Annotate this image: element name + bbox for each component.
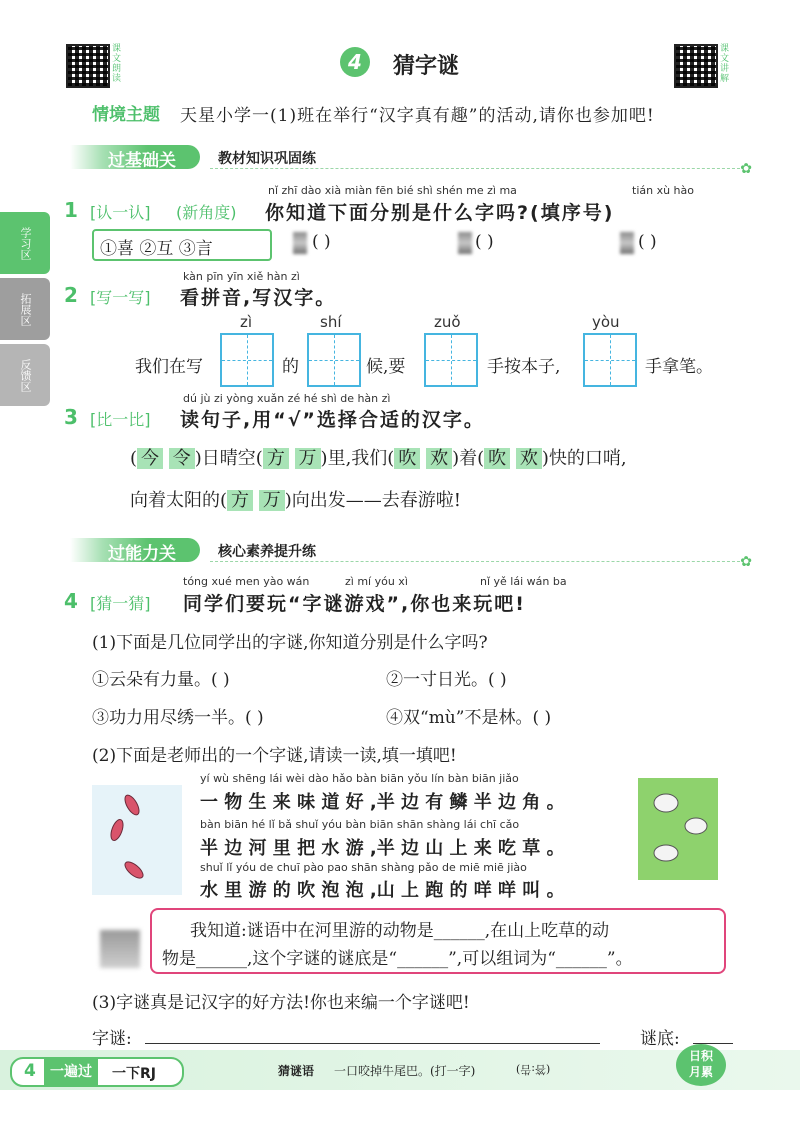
section-banner-basic: [70, 145, 752, 177]
daily-badge: [676, 1044, 726, 1086]
q3-pinyin: dú jù zi yòng xuǎn zé hé shì de hàn zì: [183, 392, 391, 405]
poem-line-2: 半 边 河 里 把 水 游 ,半 边 山 上 来 吃 草 。: [200, 838, 565, 859]
badge-line-2: 月累: [688, 1065, 713, 1079]
page-number: 4: [24, 1061, 36, 1081]
side-tab-expand[interactable]: [0, 278, 50, 340]
brand-name: 一遍过: [44, 1059, 98, 1085]
footer-answer-flipped: (答:告): [516, 1063, 551, 1076]
pinyin-zi: zì: [240, 313, 253, 331]
tianzige-box-4[interactable]: [583, 333, 637, 387]
section-title: 过能力关: [108, 544, 176, 564]
q1-pinyin: nǐ zhī dào xià miàn fēn bié shì shén me zì ma: [268, 184, 517, 197]
section-banner-ability: [70, 538, 752, 570]
q2-question: 看拼音,写汉字。: [180, 287, 337, 309]
q4-pinyin-3: nǐ yě lái wán ba: [480, 575, 567, 588]
q1-pinyin-2: tián xù hào: [632, 184, 694, 197]
side-tab-study[interactable]: [0, 212, 50, 274]
choice-fang-2[interactable]: 方: [227, 490, 253, 511]
blurred-character-3: [620, 232, 634, 254]
badge-line-1: 日积: [688, 1049, 713, 1063]
choice-huan-2[interactable]: 欢: [516, 448, 542, 469]
scenario-text: 天星小学一(1)班在举行“汉字真有趣”的活动,请你也参加吧!: [180, 106, 655, 126]
q2-sentence-1: 我们在写: [135, 357, 203, 377]
tianzige-box-3[interactable]: [424, 333, 478, 387]
footer-brand: [10, 1057, 184, 1087]
q3-tag: [比一比]: [90, 410, 151, 429]
q4-pinyin-1: tóng xué men yào wán: [183, 575, 310, 588]
q1-blank-3[interactable]: ( ): [638, 232, 657, 252]
sheep-illustration: [638, 778, 718, 880]
q3-line-1: [130, 444, 627, 470]
poem-pinyin-3: shuǐ lǐ yóu de chuī pào pao shān shàng pǎo de miē miē jiào: [200, 861, 527, 874]
footer: [0, 1050, 800, 1090]
qr-right-caption: 课文讲解: [720, 44, 730, 84]
avatar: [100, 930, 140, 968]
q1-blank-2[interactable]: ( ): [475, 232, 494, 252]
text: )着(: [452, 448, 485, 469]
star-icon: ✿: [740, 161, 752, 177]
footer-riddle-label: 猜谜语: [278, 1064, 315, 1078]
section-subtitle: 核心素养提升练: [218, 544, 316, 560]
star-icon: ✿: [740, 554, 752, 570]
q4-pinyin-2: zì mí yóu xì: [345, 575, 408, 588]
q2-number: 2: [64, 283, 78, 307]
q1-tag: [认一认]: [90, 203, 151, 222]
text: (: [130, 448, 138, 469]
choice-huan[interactable]: 欢: [426, 448, 452, 469]
qr-code-right: [674, 44, 718, 88]
bubble-line-2[interactable]: 物是______,这个字谜的谜底是“______”,可以组词为“______”。: [162, 949, 633, 969]
lesson-title: 猜字谜: [393, 54, 460, 79]
q4-question: 同学们要玩“字谜游戏”,你也来玩吧!: [183, 593, 526, 615]
text: )里,我们(: [320, 448, 395, 469]
choice-chui[interactable]: 吹: [394, 448, 420, 469]
q1-tag-new: (新角度): [176, 203, 237, 222]
pinyin-you: yòu: [592, 313, 620, 331]
choice-jin[interactable]: 今: [137, 448, 163, 469]
side-tab-label: 拓展区: [19, 292, 32, 326]
side-tab-label: 学习区: [19, 226, 32, 260]
text: )日晴空(: [194, 448, 263, 469]
fish-illustration: [92, 785, 182, 895]
poem-pinyin-1: yí wù shēng lái wèi dào hǎo bàn biān yǒu lín bàn biān jiǎo: [200, 772, 519, 785]
qr-code-left: [66, 44, 110, 88]
riddle-write-line[interactable]: [145, 1043, 600, 1044]
riddle-write-label: 字谜:: [92, 1029, 132, 1049]
q1-options: ①喜 ②互 ③言: [100, 239, 213, 259]
q3-line-2: [130, 486, 461, 512]
section-subtitle: 教材知识巩固练: [218, 151, 316, 167]
qr-left-caption: 课文朗读: [112, 44, 122, 84]
lesson-number-badge: 4: [340, 47, 370, 77]
footer-riddle: 一口咬掉牛尾巴。(打一字): [334, 1064, 476, 1078]
riddle-4[interactable]: ④双“mù”不是林。( ): [386, 708, 552, 728]
choice-wan[interactable]: 万: [295, 448, 321, 469]
q1-blank-1[interactable]: ( ): [312, 232, 331, 252]
poem-line-1: 一 物 生 来 味 道 好 ,半 边 有 鳞 半 边 角 。: [200, 792, 565, 813]
riddle-2[interactable]: ②一寸日光。( ): [386, 670, 507, 690]
choice-chui-2[interactable]: 吹: [484, 448, 510, 469]
q1-number: 1: [64, 198, 78, 222]
q3-question: 读句子,用“√”选择合适的汉字。: [180, 409, 485, 431]
scenario-label: 情境主题: [92, 105, 160, 125]
q3-number: 3: [64, 405, 78, 429]
riddle-3[interactable]: ③功力用尽绣一半。( ): [92, 708, 264, 728]
q4-tag: [猜一猜]: [90, 594, 151, 613]
choice-wan-2[interactable]: 万: [259, 490, 285, 511]
poem-line-3: 水 里 游 的 吹 泡 泡 ,山 上 跑 的 咩 咩 叫 。: [200, 880, 565, 901]
blurred-character-2: [458, 232, 472, 254]
bubble-line-1[interactable]: 我知道:谜语中在河里游的动物是______,在山上吃草的动: [190, 921, 610, 941]
q1-options-box: [92, 229, 272, 261]
poem-pinyin-2: bàn biān hé lǐ bǎ shuǐ yóu bàn biān shān shàng lái chī cǎo: [200, 818, 520, 831]
tianzige-box-2[interactable]: [307, 333, 361, 387]
q2-sentence-3: 候,要: [366, 357, 406, 377]
q4-part-3: (3)字谜真是记汉字的好方法!你也来编一个字谜吧!: [92, 993, 470, 1013]
pinyin-shi: shí: [320, 313, 342, 331]
text: )向出发——去春游啦!: [284, 490, 462, 511]
grade-label: 一下RJ: [112, 1066, 156, 1082]
q4-part-2: (2)下面是老师出的一个字谜,请读一读,填一填吧!: [92, 746, 457, 766]
side-tab-label: 反馈区: [19, 358, 32, 392]
q4-number: 4: [64, 589, 78, 613]
q4-part-1: (1)下面是几位同学出的字谜,你知道分别是什么字吗?: [92, 633, 488, 653]
q2-sentence-2: 的: [282, 357, 299, 377]
blurred-character-1: [293, 232, 307, 254]
choice-ling[interactable]: 令: [169, 448, 195, 469]
side-tab-feedback[interactable]: [0, 344, 50, 406]
tianzige-box-1[interactable]: [220, 333, 274, 387]
pinyin-zuo: zuǒ: [434, 313, 461, 331]
q2-tag: [写一写]: [90, 288, 151, 307]
riddle-1[interactable]: ①云朵有力量。( ): [92, 670, 230, 690]
text: )快的口哨,: [541, 448, 627, 469]
answer-write-label: 谜底:: [640, 1029, 680, 1049]
q2-sentence-4: 手按本子,: [487, 357, 561, 377]
answer-bubble: [150, 908, 726, 974]
q2-sentence-5: 手拿笔。: [645, 357, 713, 377]
section-title: 过基础关: [108, 151, 176, 171]
text: 向着太阳的(: [130, 490, 228, 511]
choice-fang[interactable]: 方: [263, 448, 289, 469]
q2-pinyin: kàn pīn yīn xiě hàn zì: [183, 270, 300, 283]
q1-question: 你知道下面分别是什么字吗?(填序号): [265, 202, 615, 224]
